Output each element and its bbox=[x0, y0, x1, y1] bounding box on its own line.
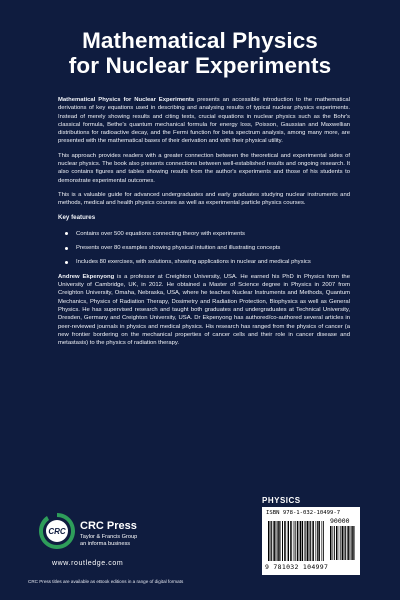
barcode-icon bbox=[268, 521, 326, 561]
author-name: Andrew Ekpenyong bbox=[58, 273, 115, 280]
ean-number: 9 781032 104997 bbox=[265, 563, 329, 571]
key-features-heading: Key features bbox=[58, 213, 96, 221]
publisher-name: CRC Press bbox=[80, 520, 137, 532]
price-code: 90000 bbox=[330, 517, 350, 525]
isbn-text: ISBN 978-1-032-10499-7 bbox=[266, 510, 341, 516]
intro-text: presents an accessible introduction to the mathematical derivations of key equations used in describing and analysing results of typical nuclear physics experiments. Instead of merely showing results and citing texts, crucial equations in nuclear physics such as the Bohr's classical formula, Bethe's quantum mechanical formula for energy loss, Poisson, Gaussian and Maxwellian distributions for radioactive decay, and the Fermi function for beta spectrum analysis, among many more, are presented with the mathematical bases of their derivation and with their physical utility. bbox=[58, 97, 350, 145]
subject-label: PHYSICS bbox=[262, 496, 301, 505]
title-line-1: Mathematical Physics bbox=[82, 28, 318, 53]
intro-book-name: Mathematical Physics for Nuclear Experiments bbox=[58, 97, 195, 103]
barcode-addon-icon bbox=[330, 526, 356, 560]
author-bio: is a professor at Creighton University, USA. He earned his PhD in Physics from the University of Cambridge, UK, in 2012. He obtained a Master of Science degree in Physics in 2007 from Creighton University, Omaha, Nebraska, USA, where he teaches Nuclear Instruments and Methods, Quantum Mechanics, Physics of Radiation Therapy, Dosimetry and Radiation Protection, Biophysics as well as General Physics. He has supervised research and taught both graduates and undergraduates at Technical University, Dresden, Germany and Creighton University, USA. Dr Ekpenyong has authored/co-authored several articles in peer-reviewed journals in physics and medical physics. His research has ranged from the physics of cancer (a new frontier bordering on the mechanical properties of cancer cells and their role in cancer disease and metastasis) to the physics of radiation therapy. bbox=[58, 273, 350, 347]
approach-paragraph: This approach provides readers with a greater connection between the theoretical and experimental sides of nuclear physics. The book also presents connections between well-established results and ongoing research. It also contains figures and tables showing results from the author's experiments and those of his students to demonstrate experimental outcomes. bbox=[58, 152, 350, 184]
key-feature-item: Includes 80 exercises, with solutions, showing applications in nuclear and medical physics bbox=[58, 258, 350, 266]
publisher-tagline: an informa business bbox=[80, 541, 131, 547]
ebook-note: CRC Press titles are available as eBook editions in a range of digital formats bbox=[28, 579, 184, 584]
crc-press-logo-icon bbox=[37, 511, 77, 551]
publisher-group: Taylor & Francis Group bbox=[80, 534, 138, 540]
key-feature-item: Contains over 500 equations connecting theory with experiments bbox=[58, 230, 350, 238]
publisher-url[interactable]: www.routledge.com bbox=[52, 560, 124, 567]
audience-paragraph: This is a valuable guide for advanced undergraduates and early graduates studying nuclear instruments and methods, medical and health physics courses as well as experimental particle physics courses. bbox=[58, 191, 350, 207]
key-feature-item: Presents over 80 examples showing physical intuition and illustrating concepts bbox=[58, 244, 350, 252]
svg-text:CRC: CRC bbox=[48, 527, 66, 536]
title-line-2: for Nuclear Experiments bbox=[68, 53, 332, 78]
